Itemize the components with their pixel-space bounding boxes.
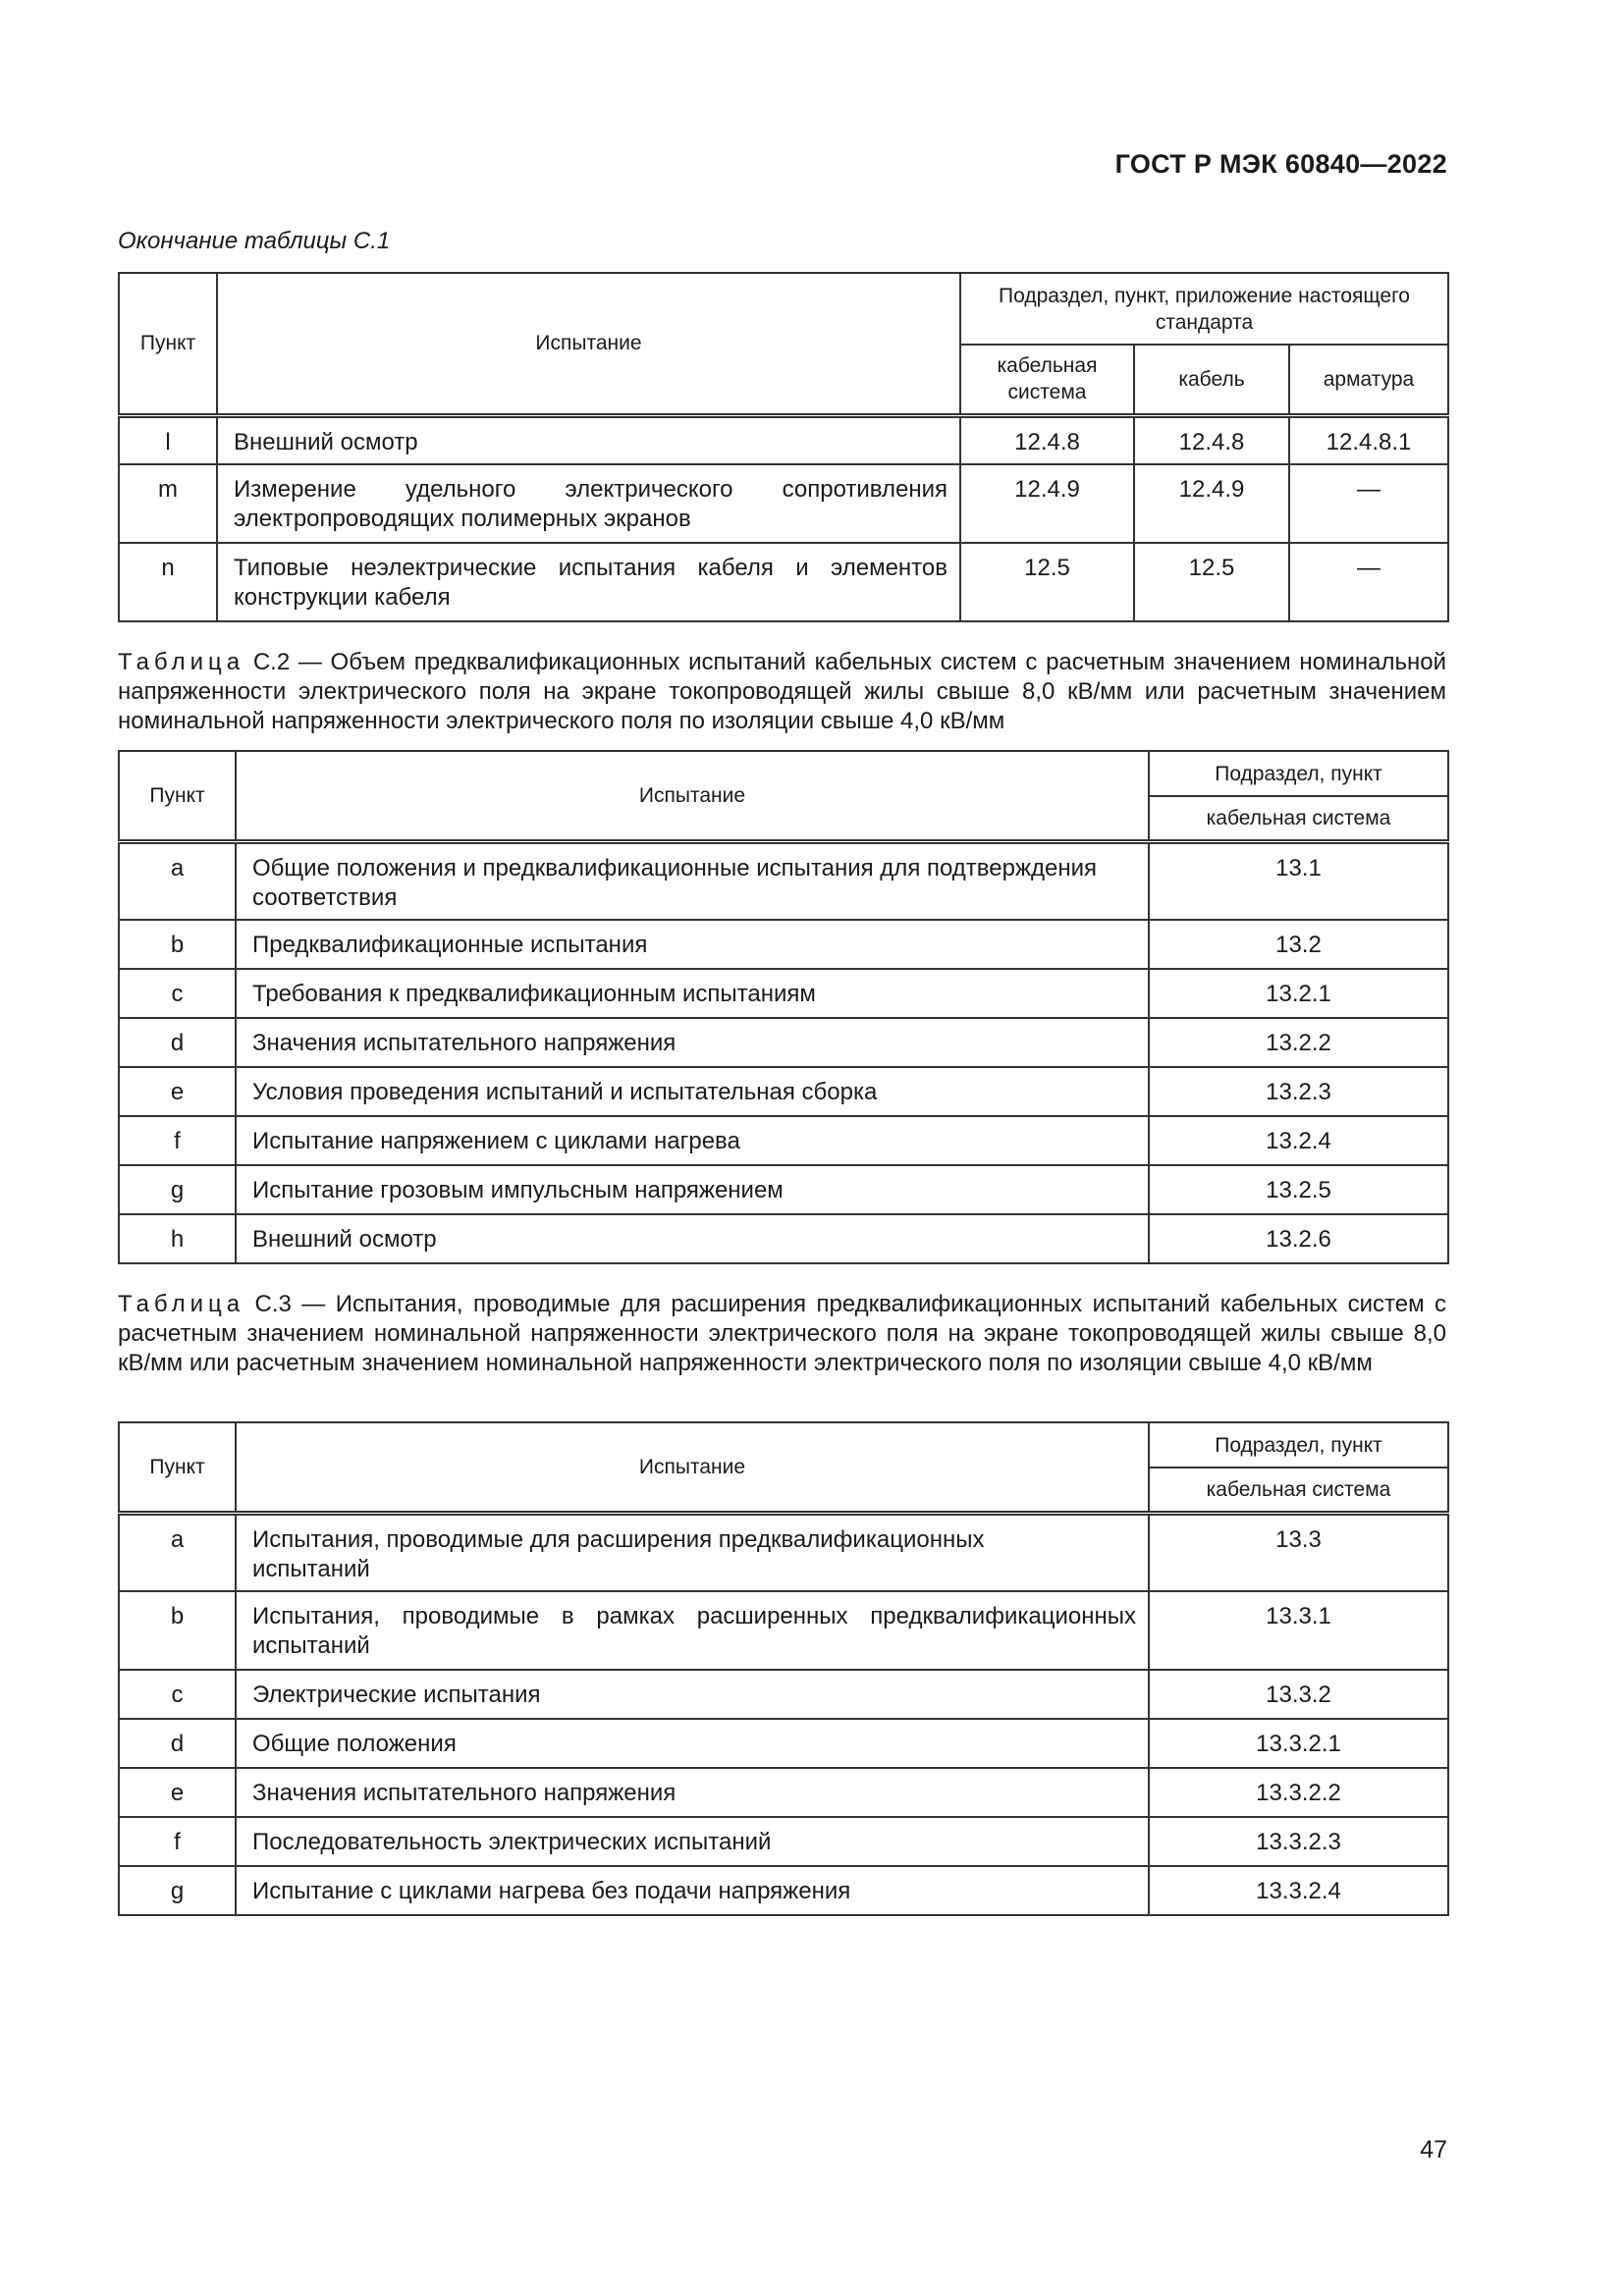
row-system-ref: 12.5	[960, 543, 1134, 621]
row-test: Внешний осмотр	[217, 415, 960, 464]
table-c2-caption-label: Таблица	[118, 649, 245, 675]
row-cable-ref: 12.4.9	[1134, 464, 1289, 543]
header-section-group: Подраздел, пункт	[1149, 751, 1448, 796]
row-system-ref: 12.4.9	[960, 464, 1134, 543]
header-test: Испытание	[236, 1422, 1149, 1513]
row-ref: 13.2.1	[1149, 969, 1448, 1018]
header-item: Пункт	[119, 1422, 236, 1513]
row-ref: 13.3.1	[1149, 1591, 1448, 1670]
table-row	[119, 1817, 1448, 1866]
row-item: a	[119, 841, 236, 920]
row-ref: 13.2.5	[1149, 1165, 1448, 1214]
row-item: e	[119, 1768, 236, 1817]
table-c3-caption	[118, 1290, 1446, 1378]
row-item: e	[119, 1067, 236, 1116]
row-test: Электрические испытания	[236, 1670, 1149, 1719]
table-row	[119, 1018, 1448, 1067]
row-test: Типовые неэлектрические испытания кабеля и элементов конструкции кабеля	[217, 543, 960, 621]
table-c1	[118, 272, 1449, 622]
row-item: b	[119, 1591, 236, 1670]
header-section-group: Подраздел, пункт, приложение настоящего стандарта	[960, 273, 1448, 345]
document-code: ГОСТ Р МЭК 60840—2022	[1114, 149, 1447, 179]
row-accessories-ref: —	[1289, 464, 1448, 543]
table-row	[119, 464, 1448, 543]
table-row	[119, 969, 1448, 1018]
header-cable-system: кабельная система	[1149, 796, 1448, 841]
header-accessories: арматура	[1289, 345, 1448, 415]
row-ref: 13.3	[1149, 1513, 1448, 1591]
row-item: f	[119, 1817, 236, 1866]
header-section-group: Подраздел, пункт	[1149, 1422, 1448, 1468]
table-row	[119, 1768, 1448, 1817]
table-row	[119, 1513, 1448, 1591]
table-c3-caption-label: Таблица	[118, 1291, 245, 1317]
row-ref: 13.1	[1149, 841, 1448, 920]
header-cable-system: кабельная система	[960, 345, 1134, 415]
table-c3-caption-text: С.3 — Испытания, проводимые для расширения предквалификационных испытаний кабельных систем с расчетным значением номинальной напряженности электрического поля на экране токопроводящей жилы свыше 8,0 кВ/мм или расчетным значением номинальной напряженности электрического поля по изоляции свыше 4,0 кВ/мм	[118, 1291, 1447, 1376]
table-row	[119, 543, 1448, 621]
row-ref: 13.2	[1149, 920, 1448, 969]
row-item: b	[119, 920, 236, 969]
row-test: Измерение удельного электрического сопротивления электропроводящих полимерных экранов	[217, 464, 960, 543]
table-row	[119, 1116, 1448, 1165]
row-cable-ref: 12.5	[1134, 543, 1289, 621]
table-c2	[118, 750, 1449, 1264]
row-test: Значения испытательного напряжения	[236, 1018, 1149, 1067]
row-item: n	[119, 543, 217, 621]
row-accessories-ref: 12.4.8.1	[1289, 415, 1448, 464]
table-c2-caption-text: С.2 — Объем предквалификационных испытаний кабельных систем с расчетным значением номинальной напряженности электрического поля на экране токопроводящей жилы свыше 8,0 кВ/мм или расчетным значением номинальной напряженности электрического поля по изоляции свыше 4,0 кВ/мм	[118, 649, 1446, 734]
row-test: Значения испытательного напряжения	[236, 1768, 1149, 1817]
row-ref: 13.3.2.2	[1149, 1768, 1448, 1817]
row-test: Испытание с циклами нагрева без подачи напряжения	[236, 1866, 1149, 1915]
row-item: f	[119, 1116, 236, 1165]
row-test: Общие положения	[236, 1719, 1149, 1768]
table-row	[119, 841, 1448, 920]
row-item: m	[119, 464, 217, 543]
table-c1-caption: Окончание таблицы С.1	[118, 228, 391, 254]
table-row	[119, 1866, 1448, 1915]
table-c2-caption	[118, 648, 1446, 736]
header-cable: кабель	[1134, 345, 1289, 415]
table-row	[119, 1670, 1448, 1719]
table-c3	[118, 1421, 1449, 1916]
row-item: d	[119, 1018, 236, 1067]
table-row	[119, 1591, 1448, 1670]
row-item: h	[119, 1214, 236, 1263]
row-ref: 13.3.2	[1149, 1670, 1448, 1719]
row-test: Требования к предквалификационным испытаниям	[236, 969, 1149, 1018]
row-item: c	[119, 1670, 236, 1719]
page-number: 47	[1420, 2136, 1447, 2163]
row-ref: 13.3.2.3	[1149, 1817, 1448, 1866]
row-test: Испытание грозовым импульсным напряжением	[236, 1165, 1149, 1214]
row-item: d	[119, 1719, 236, 1768]
row-test: Испытание напряжением с циклами нагрева	[236, 1116, 1149, 1165]
row-test: Предквалификационные испытания	[236, 920, 1149, 969]
row-ref: 13.3.2.4	[1149, 1866, 1448, 1915]
row-item: g	[119, 1866, 236, 1915]
header-item: Пункт	[119, 751, 236, 841]
row-test: Последовательность электрических испытаний	[236, 1817, 1149, 1866]
table-row	[119, 1214, 1448, 1263]
row-item: g	[119, 1165, 236, 1214]
table-row	[119, 920, 1448, 969]
table-row	[119, 415, 1448, 464]
row-ref: 13.2.2	[1149, 1018, 1448, 1067]
row-ref: 13.2.4	[1149, 1116, 1448, 1165]
row-test: Общие положения и предквалификационные испытания для подтверждения соответствия	[236, 841, 1149, 920]
row-test: Внешний осмотр	[236, 1214, 1149, 1263]
row-test: Испытания, проводимые в рамках расширенных предквалификационных испытаний	[236, 1591, 1149, 1670]
row-item: a	[119, 1513, 236, 1591]
table-row	[119, 1067, 1448, 1116]
header-cable-system: кабельная система	[1149, 1468, 1448, 1513]
row-test: Условия проведения испытаний и испытательная сборка	[236, 1067, 1149, 1116]
row-system-ref: 12.4.8	[960, 415, 1134, 464]
row-test: Испытания, проводимые для расширения предквалификационных испытаний	[236, 1513, 1149, 1591]
row-cable-ref: 12.4.8	[1134, 415, 1289, 464]
table-row	[119, 1719, 1448, 1768]
row-ref: 13.2.3	[1149, 1067, 1448, 1116]
row-accessories-ref: —	[1289, 543, 1448, 621]
row-item: c	[119, 969, 236, 1018]
row-ref: 13.3.2.1	[1149, 1719, 1448, 1768]
header-test: Испытание	[217, 273, 960, 415]
header-test: Испытание	[236, 751, 1149, 841]
row-ref: 13.2.6	[1149, 1214, 1448, 1263]
row-item: l	[119, 415, 217, 464]
header-item: Пункт	[119, 273, 217, 415]
table-row	[119, 1165, 1448, 1214]
